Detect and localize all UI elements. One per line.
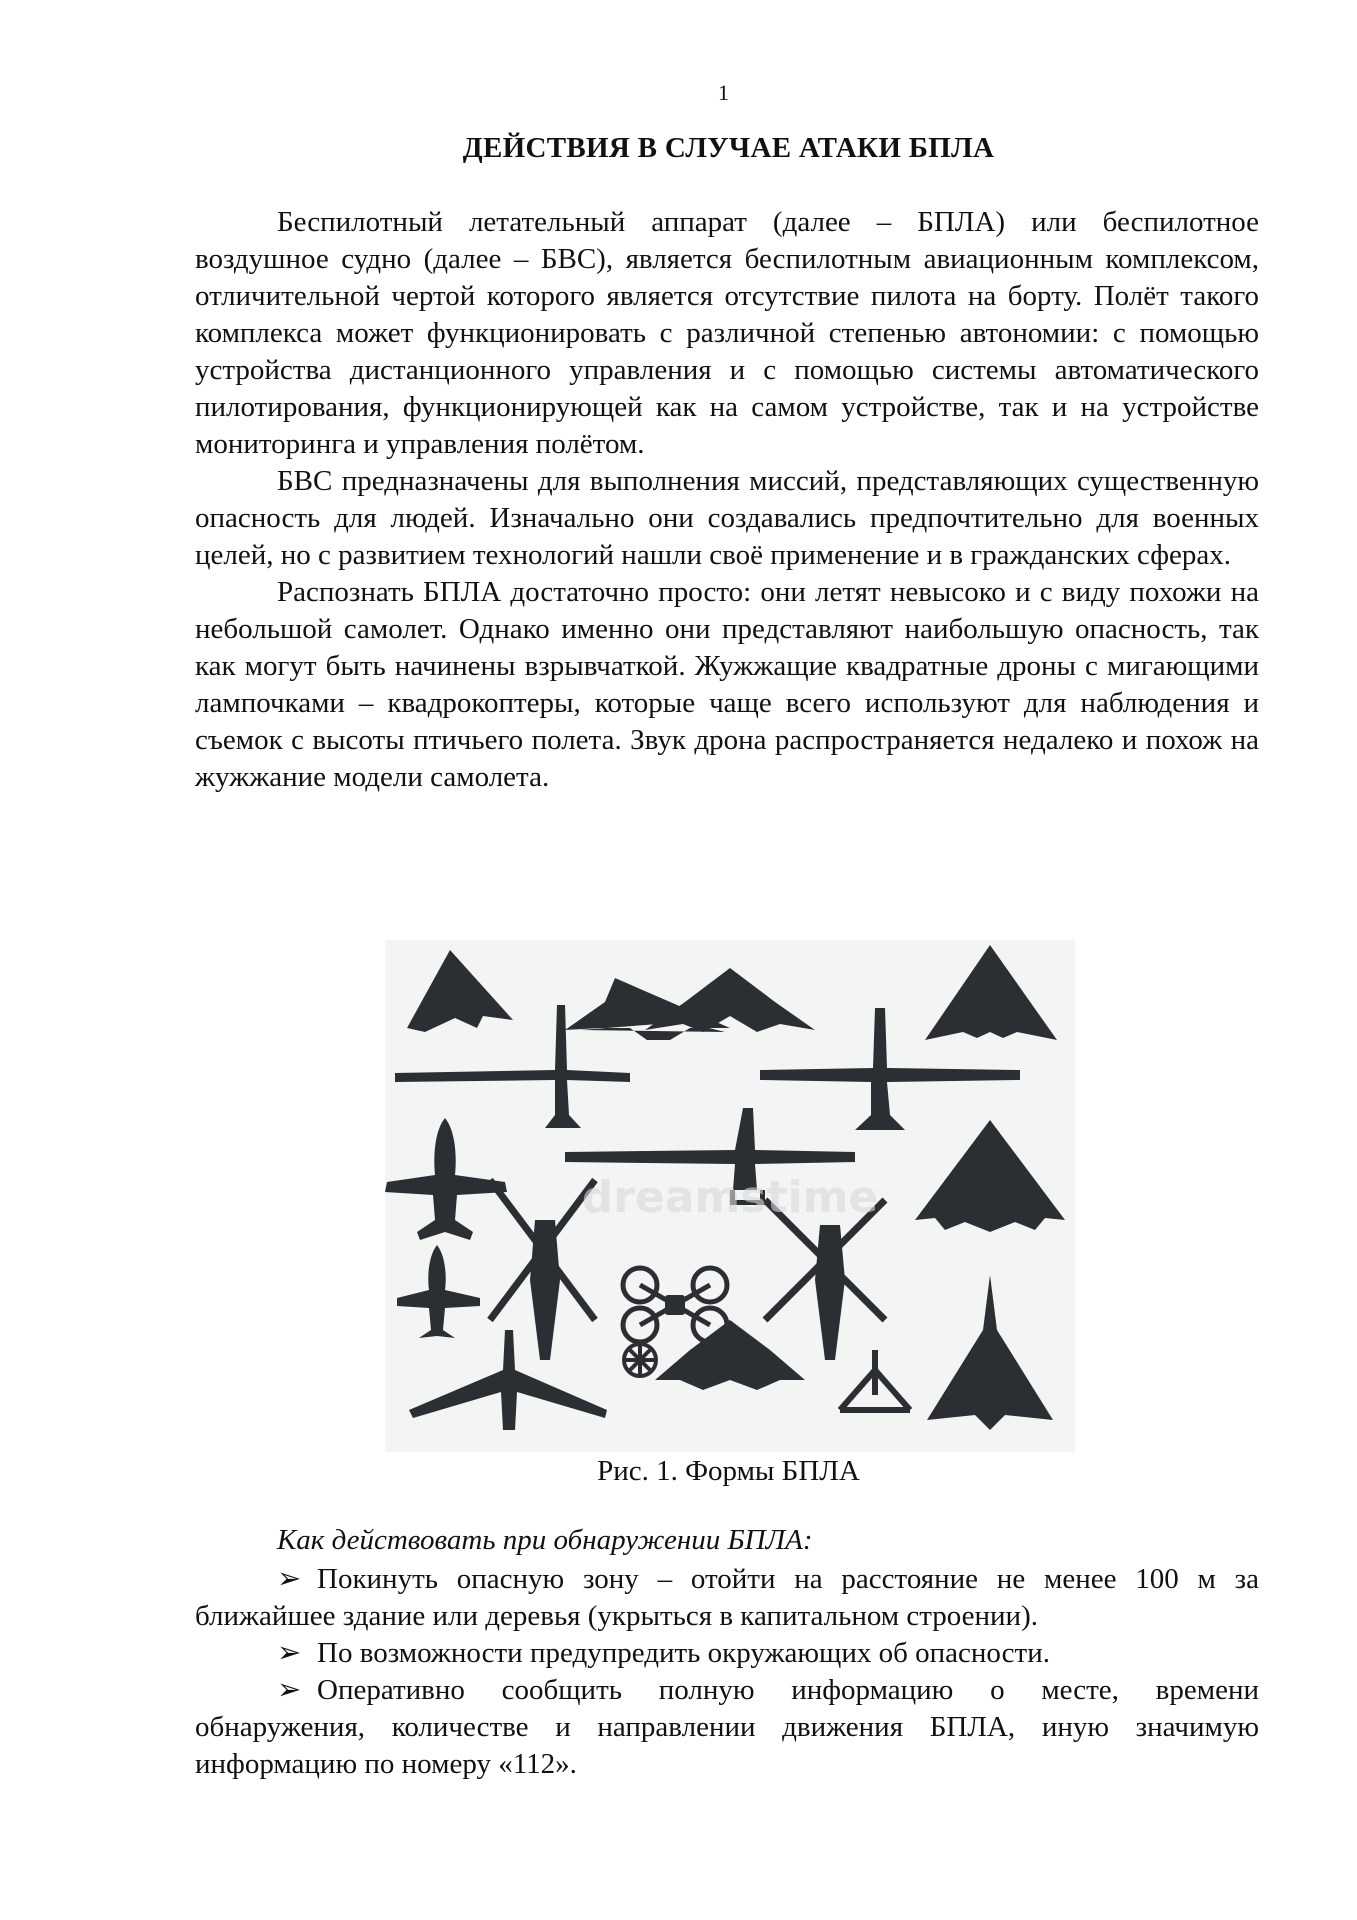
actions-heading: Как действовать при обнаружении БПЛА: [277, 1524, 813, 1556]
svg-text:dreamstime: dreamstime [581, 1172, 879, 1223]
list-item [195, 1672, 1259, 1783]
list-item [195, 1635, 1259, 1672]
tripod-uav-silhouette [840, 1350, 910, 1410]
glider-uav-silhouette [409, 1330, 607, 1430]
stealth-wing-silhouette [915, 1120, 1065, 1232]
actions-list [195, 1561, 1259, 1783]
flying-wing-silhouette [645, 968, 815, 1032]
list-item [195, 1561, 1259, 1635]
uav-silhouettes [385, 940, 1075, 1452]
page-title: ДЕЙСТВИЯ В СЛУЧАЕ АТАКИ БПЛА [462, 132, 995, 164]
small-jet-silhouette [397, 1245, 480, 1338]
delta-wing-silhouette [925, 945, 1057, 1040]
quadcopter-body-silhouette [665, 1295, 685, 1315]
paragraph-definition: Беспилотный летательный аппарат (далее – БПЛА) или беспилотное воздушное судно (далее – БВС), является беспилотным авиационным комплексом, отличительной чертой которого является отсутствие пилота на борту. Полёт такого комплекса может функционировать с различной степенью автономии: с помощью устройства дистанционного управления и с помощью системы автоматического пилотирования, функционирующей как на самом устройстве, так и на устройстве мониторинга и управления полётом. [195, 206, 1259, 460]
page-number: 1 [718, 80, 729, 105]
flying-wing-silhouette [407, 950, 513, 1032]
jet-uav-silhouette [385, 1118, 507, 1240]
arrow-bullet-icon: ➢ [277, 1674, 302, 1706]
paragraph-recognition: Распознать БПЛА достаточно просто: они летят невысоко и с виду похожи на небольшой самолет. Однако именно они представляют наибольшую опасность, так как могут быть начинены взрывчаткой. Жужжащие квадратные дроны с мигающими лампочками – квадрокоптеры, которые чаще всего используют для наблюдения и съемок с высоты птичьего полета. Звук дрона распространяется недалеко и похож на жужжание модели самолета. [195, 576, 1259, 793]
flying-wing-silhouette [655, 1320, 805, 1390]
arrow-bullet-icon: ➢ [277, 1563, 302, 1595]
delta-dart-silhouette [927, 1275, 1053, 1430]
helicopter-body-silhouette [815, 1225, 845, 1360]
body-text [195, 204, 1259, 796]
coaxial-rotor-silhouette [624, 1344, 656, 1376]
figure-caption: Рис. 1. Формы БПЛА [597, 1455, 860, 1487]
arrow-bullet-icon: ➢ [277, 1637, 302, 1669]
action-text: Покинуть опасную зону – отойти на расстояние не менее 100 м за ближайшее здание или деревья (укрыться в капитальном строении). [195, 1563, 1259, 1632]
helicopter-body-silhouette [530, 1220, 560, 1360]
uav-shapes-figure [385, 940, 1075, 1452]
action-text: Оперативно сообщить полную информацию о месте, времени обнаружения, количестве и направлении движения БПЛА, иную значимую информацию по номеру «112». [195, 1674, 1259, 1780]
action-text: По возможности предупредить окружающих об опасности. [317, 1637, 1050, 1669]
paragraph-purpose: БВС предназначены для выполнения миссий, представляющих существенную опасность для людей. Изначально они создавались предпочтительно для военных целей, но с развитием технологий нашли своё применение и в гражданских сферах. [195, 465, 1259, 571]
